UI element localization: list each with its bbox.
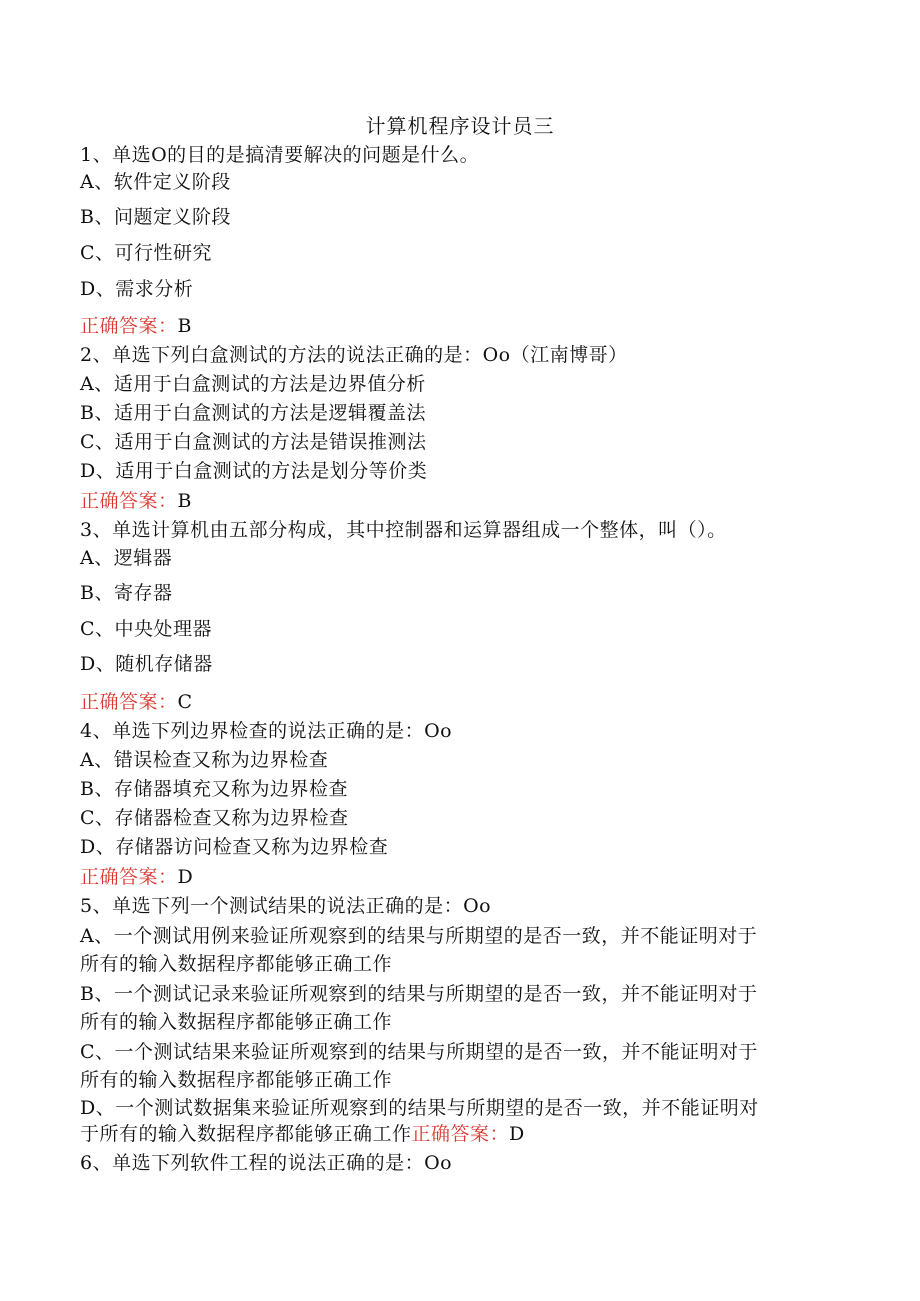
question-1-option-d: D、需求分析: [80, 278, 194, 300]
answer-value: D: [509, 1123, 525, 1145]
question-3-stem: 3、单选计算机由五部分构成，其中控制器和运算器组成一个整体，叫（）。: [80, 519, 727, 541]
question-5-option-b-line-1: B、一个测试记录来验证所观察到的结果与所期望的是否一致，并不能证明对于: [80, 983, 758, 1005]
question-3-answer: [80, 689, 193, 715]
answer-label: 正确答案：: [80, 315, 178, 337]
question-3-option-d: D、随机存储器: [80, 653, 213, 675]
page-title: 计算机程序设计员三: [365, 114, 555, 138]
answer-value: D: [177, 866, 194, 888]
question-5-option-d-line-2: [80, 1121, 525, 1147]
question-1-option-c: C、可行性研究: [80, 242, 213, 264]
answer-value: B: [177, 490, 192, 512]
question-5-option-a-line-1: A、一个测试用例来验证所观察到的结果与所期望的是否一致，并不能证明对于: [80, 925, 758, 947]
question-5-option-b-line-2: 所有的输入数据程序都能够正确工作: [80, 1011, 393, 1033]
question-2-option-d: D、适用于白盒测试的方法是划分等价类: [80, 460, 428, 482]
answer-label: 正确答案：: [80, 691, 178, 713]
question-4-answer: [80, 864, 193, 890]
question-2-option-a: A、适用于白盒测试的方法是边界值分析: [80, 373, 426, 395]
question-1-option-a: A、软件定义阶段: [80, 171, 231, 193]
question-2-stem: 2、单选下列白盒测试的方法的说法正确的是：Oo（江南博哥）: [80, 344, 628, 366]
question-4-option-b: B、存储器填充又称为边界检查: [80, 778, 348, 800]
question-1-option-b: B、问题定义阶段: [80, 206, 231, 228]
question-3-option-c: C、中央处理器: [80, 618, 213, 640]
question-4-option-a: A、错误检查又称为边界检查: [80, 749, 329, 771]
question-5-option-c-line-2: 所有的输入数据程序都能够正确工作: [80, 1069, 393, 1091]
question-5-stem: 5、单选下列一个测试结果的说法正确的是：Oo: [80, 895, 492, 917]
question-1-answer: [80, 313, 192, 339]
answer-label: 正确答案：: [80, 866, 178, 888]
question-4-option-c: C、存储器检查又称为边界检查: [80, 807, 349, 829]
answer-label: 正确答案：: [411, 1123, 510, 1145]
question-4-option-d: D、存储器访问检查又称为边界检查: [80, 836, 389, 858]
question-6-stem: 6、单选下列软件工程的说法正确的是：Oo: [80, 1152, 453, 1174]
question-3-option-b: B、寄存器: [80, 582, 173, 604]
question-2-answer: [80, 488, 192, 514]
answer-value: B: [177, 315, 192, 337]
answer-value: C: [177, 691, 193, 713]
question-3-option-a: A、逻辑器: [80, 547, 173, 569]
question-5-option-c-line-1: C、一个测试结果来验证所观察到的结果与所期望的是否一致，并不能证明对于: [80, 1041, 759, 1063]
question-2-option-c: C、适用于白盒测试的方法是错误推测法: [80, 431, 427, 453]
question-2-option-b: B、适用于白盒测试的方法是逻辑覆盖法: [80, 402, 426, 424]
question-4-stem: 4、单选下列边界检查的说法正确的是：Oo: [80, 720, 453, 742]
question-5-option-a-line-2: 所有的输入数据程序都能够正确工作: [80, 953, 393, 975]
question-5-option-d-line-1: D、一个测试数据集来验证所观察到的结果与所期望的是否一致，并不能证明对: [80, 1097, 759, 1119]
option-text: 于所有的输入数据程序都能够正确工作: [80, 1123, 412, 1145]
answer-label: 正确答案：: [80, 490, 178, 512]
question-1-stem: 1、单选O的目的是搞清要解决的问题是什么。: [80, 144, 480, 166]
